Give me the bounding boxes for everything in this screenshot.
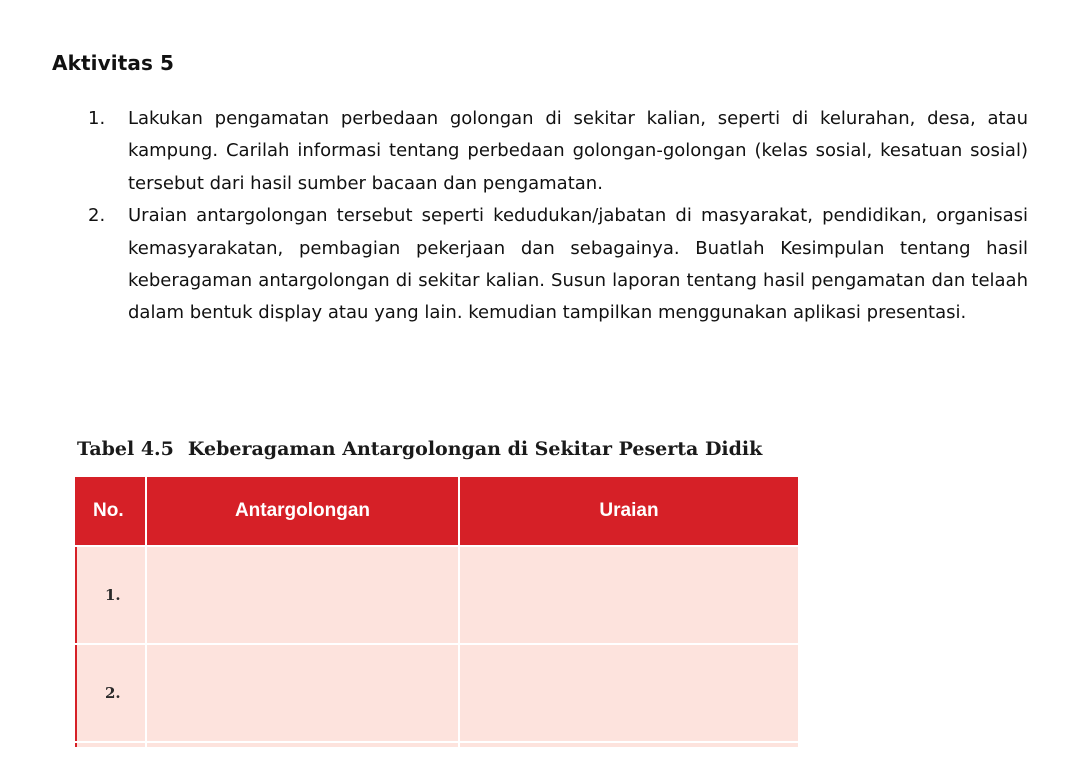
row-number: 2. — [76, 644, 146, 742]
table-row — [76, 742, 798, 747]
table-caption — [77, 438, 762, 460]
instruction-item-2 — [88, 200, 1028, 330]
instruction-list — [88, 103, 1028, 330]
antargolongan-table — [75, 477, 798, 747]
row-number: 1. — [76, 546, 146, 644]
instruction-text: Lakukan pengamatan perbedaan golongan di sekitar kalian, seperti di kelurahan, desa, atau kampung. Carilah informasi tentang perbedaan golongan-golongan (kelas sosial, kesatuan sosial) tersebut dari hasil sumber bacaan dan pengamatan. — [128, 108, 1028, 194]
table-row — [76, 546, 798, 644]
column-header-uraian: Uraian — [459, 477, 798, 546]
column-header-antargolongan: Antargolongan — [146, 477, 459, 546]
column-header-no: No. — [76, 477, 146, 546]
row-number — [76, 742, 146, 747]
activity-heading: Aktivitas 5 — [52, 51, 175, 75]
antargolongan-cell[interactable] — [146, 546, 459, 644]
table-row — [76, 644, 798, 742]
instruction-text: Uraian antargolongan tersebut seperti kedudukan/jabatan di masyarakat, pendidikan, organisasi kemasyarakatan, pembagian pekerjaan dan sebagainya. Buatlah Kesimpulan tentang hasil keberagaman antargolongan di sekitar kalian. Susun laporan tentang hasil pengamatan dan telaah dalam bentuk display atau yang lain. kemudian tampilkan menggunakan aplikasi presentasi. — [128, 205, 1028, 324]
table-caption-title: Keberagaman Antargolongan di Sekitar Peserta Didik — [187, 438, 763, 460]
antargolongan-cell[interactable] — [146, 742, 459, 747]
table-caption-number: Tabel 4.5 — [77, 438, 174, 460]
uraian-cell[interactable] — [459, 546, 798, 644]
instruction-number: 1. — [88, 108, 106, 129]
instruction-number: 2. — [88, 205, 106, 227]
table-header-row — [76, 477, 798, 546]
instruction-item-1 — [88, 103, 1028, 200]
table-container — [75, 477, 798, 747]
uraian-cell[interactable] — [459, 742, 798, 747]
antargolongan-cell[interactable] — [146, 644, 459, 742]
uraian-cell[interactable] — [459, 644, 798, 742]
